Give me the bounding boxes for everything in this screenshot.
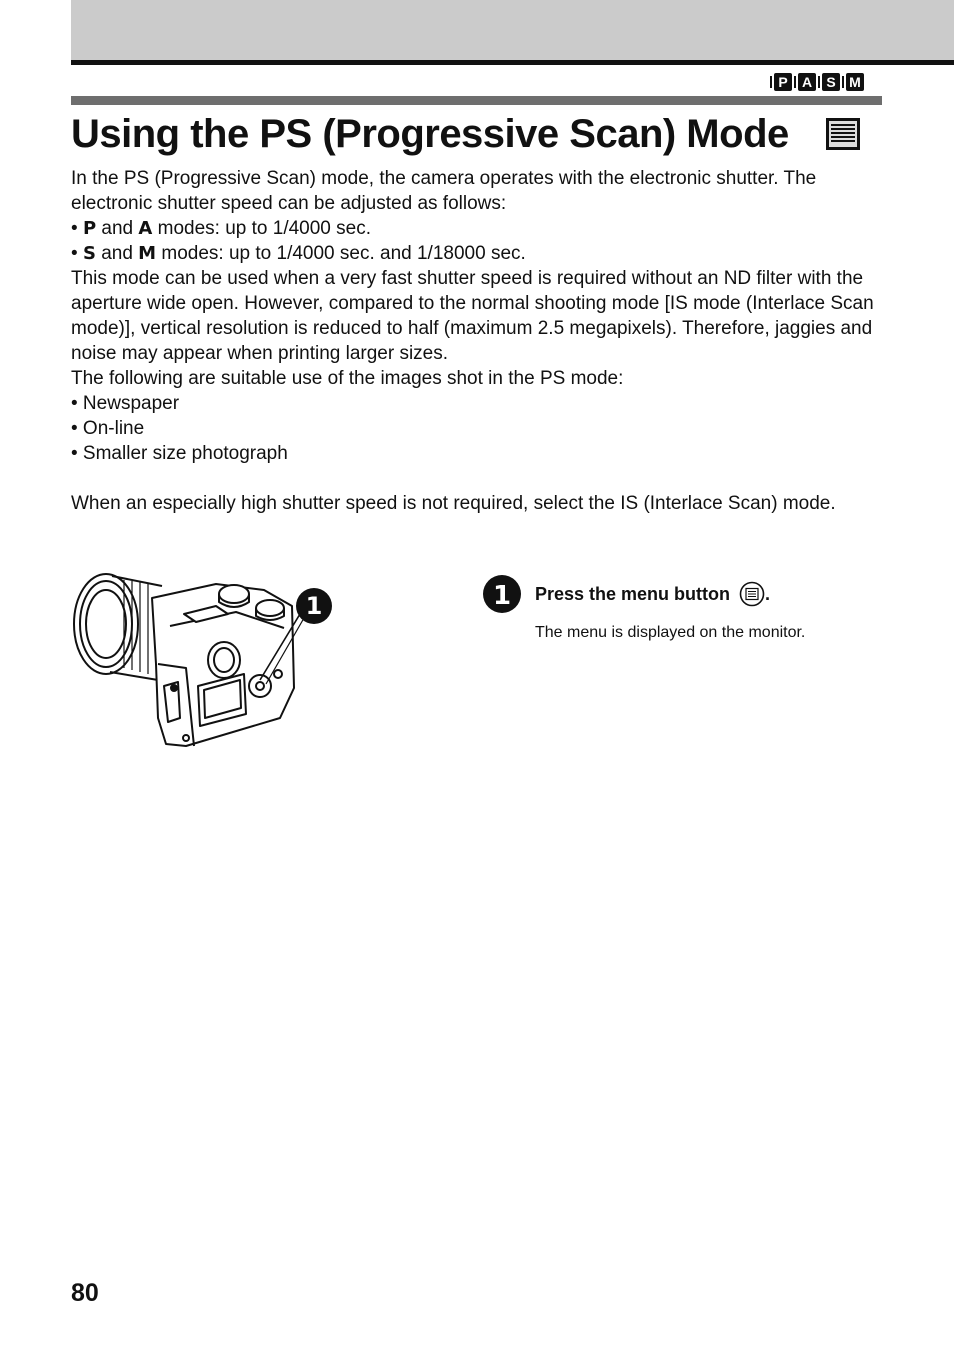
step-description: The menu is displayed on the monitor. [535,624,806,641]
use-item: • Newspaper [71,393,180,414]
bullet-s-m-modes: • S and M modes: up to 1/4000 sec. and 1/18000 sec. [71,243,526,264]
mode-a-icon: A [798,73,816,91]
mode-p-icon: P [774,73,792,91]
intro-line: In the PS (Progressive Scan) mode, the camera operates with the electronic shutter. The electronic shutter speed can be adjusted as follows: [71,168,817,214]
and-word: and [101,218,134,239]
page-number: 80 [71,1279,99,1307]
step-title-period: . [765,584,771,604]
mode-m-icon: M [846,73,864,91]
and-word: and [101,243,133,264]
p-a-speed-text: modes: up to 1/4000 sec. [157,218,371,239]
bullet-p-a-modes: • P and A modes: up to 1/4000 sec. [71,218,371,239]
intro-text [71,166,886,516]
s-m-speed-text: modes: up to 1/4000 sec. and 1/18000 sec. [161,243,526,264]
header-rule [71,60,954,65]
mode-s-icon: S [822,73,840,91]
is-mode-note: When an especially high shutter speed is not required, select the IS (Interlace Scan) mode. [71,493,836,514]
step-number-badge [482,574,522,614]
step-title [535,582,770,607]
step-title-text: Press the menu button [535,584,731,604]
mode-p-label: P [82,218,97,239]
mode-m-label: M [138,243,157,264]
mode-a-label: A [138,218,153,239]
suitable-uses-intro: The following are suitable use of the images shot in the PS mode: [71,368,624,389]
header-band [71,0,954,60]
usage-paragraph: This mode can be used when a very fast shutter speed is required without an ND filter with the aperture wide open. However, compared to the normal shooting mode [IS mode (Interlace Scan mode)], vertical resolution is reduced to half (maximum 2.5 megapixels). Therefore, jaggies and noise may appear when printing larger sizes. [71,268,874,364]
camera-illustration [66,568,334,754]
callout-number: 1 [305,592,323,620]
page-title: Using the PS (Progressive Scan) Mode [71,112,789,156]
menu-button-icon [739,581,765,607]
step-number: 1 [492,581,512,611]
use-item: • On-line [71,418,145,439]
progressive-scan-icon [826,118,860,150]
use-item: • Smaller size photograph [71,443,288,464]
title-rule [71,96,882,105]
exposure-mode-icons [774,73,864,93]
mode-s-label: S [82,243,96,264]
